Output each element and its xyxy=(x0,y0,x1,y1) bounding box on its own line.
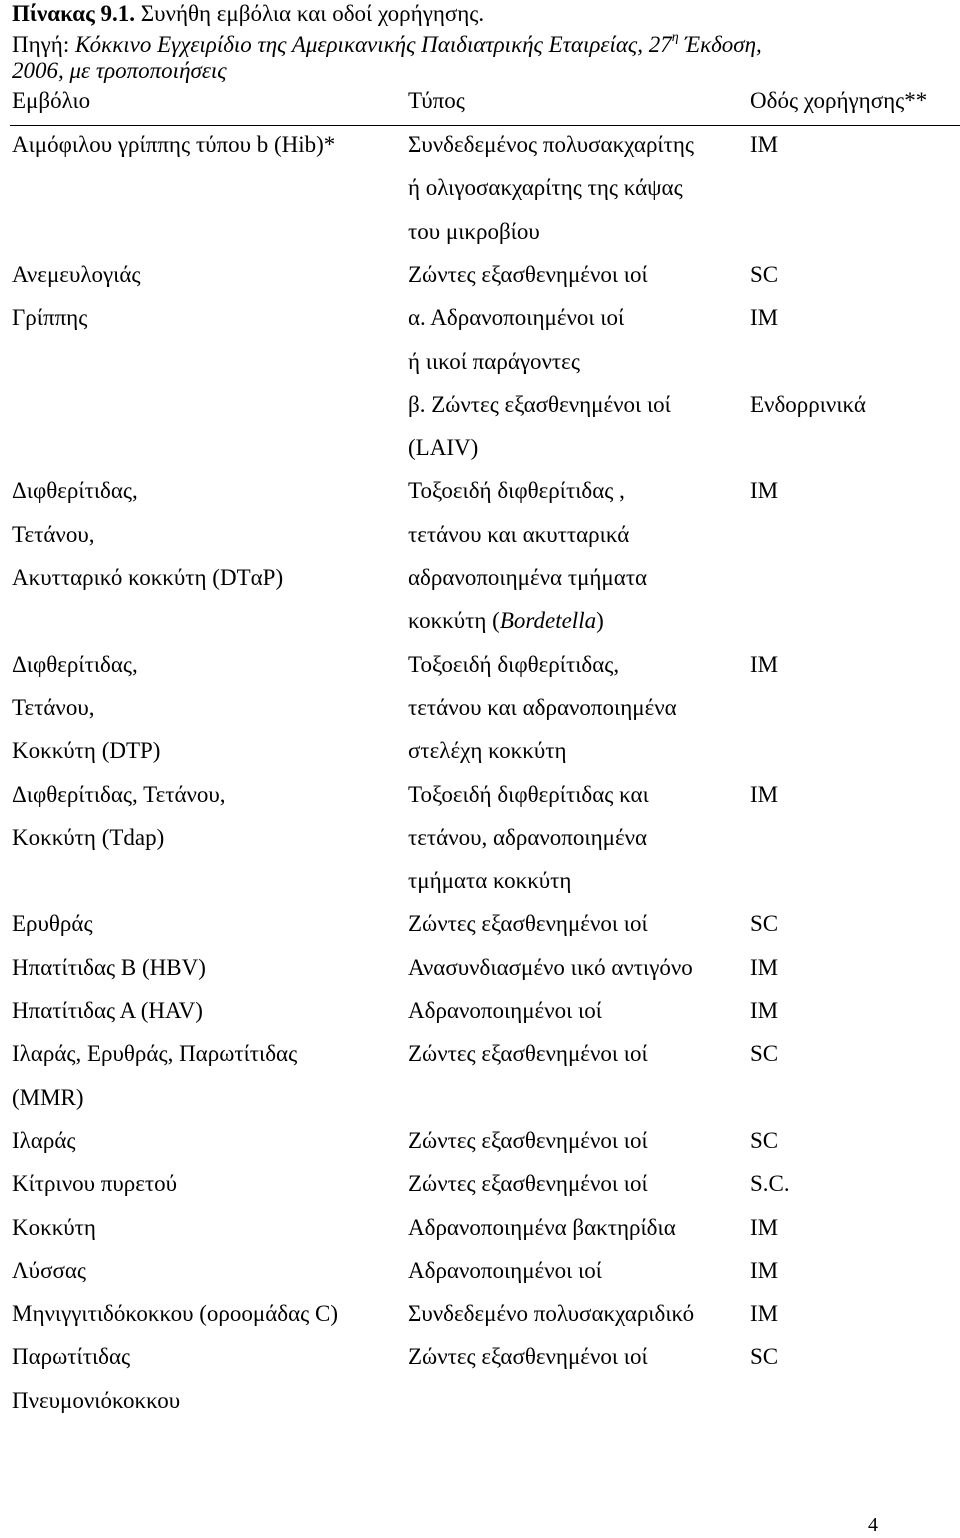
vaccine-cell: Ηπατίτιδας Β (HBV) xyxy=(12,955,206,980)
type-cell: ή ιικοί παράγοντες xyxy=(408,349,580,374)
type-cell: Αδρανοποιημένοι ιοί xyxy=(408,1258,602,1283)
route-cell: SC xyxy=(750,1041,779,1066)
source-edition: Έκδοση, xyxy=(678,32,762,57)
vaccine-cell: Αιμόφιλου γρίππης τύπου b (Hib)* xyxy=(12,132,336,157)
source-superscript: η xyxy=(671,30,679,46)
vaccine-cell: Διφθερίτιδας, xyxy=(12,478,138,503)
vaccine-cell: Κοκκύτη xyxy=(12,1215,96,1240)
route-cell: SC xyxy=(750,911,779,936)
vaccine-cell: Διφθερίτιδας, xyxy=(12,652,138,677)
vaccine-cell: Μηνιγγιτιδόκοκκου (οροομάδας C) xyxy=(12,1301,339,1326)
type-cell: αδρανοποιημένα τμήματα xyxy=(408,565,648,590)
type-text-suffix: ) xyxy=(596,608,604,633)
source-line-2: 2006, με τροποποιήσεις xyxy=(12,58,227,83)
route-cell: IM xyxy=(750,998,779,1023)
type-text: κοκκύτη ( xyxy=(408,608,500,633)
type-cell: Ανασυνδιασμένο ιικό αντιγόνο xyxy=(408,955,693,980)
type-cell: α. Αδρανοποιημένοι ιοί xyxy=(408,305,625,330)
vaccine-cell: Ανεμευλογιάς xyxy=(12,262,141,287)
type-cell: Ζώντες εξασθενημένοι ιοί xyxy=(408,262,648,287)
type-cell: Αδρανοποιημένα βακτηρίδια xyxy=(408,1215,676,1240)
vaccine-cell: Τετάνου, xyxy=(12,522,95,547)
table-caption: Συνήθη εμβόλια και οδοί χορήγησης. xyxy=(135,1,485,26)
type-cell: στελέχη κοκκύτη xyxy=(408,738,567,763)
type-cell xyxy=(408,608,604,634)
type-cell: Ζώντες εξασθενημένοι ιοί xyxy=(408,1344,648,1369)
route-cell: Ενδορρινικά xyxy=(750,392,866,417)
type-cell: Ζώντες εξασθενημένοι ιοί xyxy=(408,1041,648,1066)
type-italic-text: Bordetella xyxy=(499,608,597,633)
route-cell: ΙΜ xyxy=(750,478,779,503)
route-cell: ΙΜ xyxy=(750,132,779,157)
route-cell: ΙΜ xyxy=(750,305,779,330)
vaccine-cell: Ακυτταρικό κοκκύτη (DTαP) xyxy=(12,565,284,590)
vaccine-cell: Γρίππης xyxy=(12,305,88,330)
type-cell: Ζώντες εξασθενημένοι ιοί xyxy=(408,911,648,936)
route-cell: ΙΜ xyxy=(750,652,779,677)
type-cell: Συνδεδεμένος πολυσακχαρίτης xyxy=(408,132,694,157)
vaccine-cell: Ερυθράς xyxy=(12,911,93,936)
vaccine-cell: Ιλαράς, Ερυθράς, Παρωτίτιδας xyxy=(12,1041,298,1066)
type-cell: Αδρανοποιημένοι ιοί xyxy=(408,998,602,1023)
type-cell: Τοξοειδή διφθερίτιδας , xyxy=(408,478,625,503)
route-cell: ΙΜ xyxy=(750,782,779,807)
route-cell: S.C. xyxy=(750,1171,790,1196)
vaccine-cell: Διφθερίτιδας, Τετάνου, xyxy=(12,782,226,807)
vaccine-cell: Κίτρινου πυρετού xyxy=(12,1171,178,1196)
vaccine-cell: Τετάνου, xyxy=(12,695,95,720)
type-cell: Ζώντες εξασθενημένοι ιοί xyxy=(408,1128,648,1153)
source-line xyxy=(12,32,762,58)
type-cell: Τοξοειδή διφθερίτιδας, xyxy=(408,652,620,677)
vaccine-cell: Ηπατίτιδας Α (HAV) xyxy=(12,998,203,1023)
route-cell: IM xyxy=(750,1215,779,1240)
type-cell: Τοξοειδή διφθερίτιδας και xyxy=(408,782,649,807)
page-number: 4 xyxy=(868,1514,878,1536)
type-cell: ή ολιγοσακχαρίτης της κάψας xyxy=(408,175,683,200)
vaccine-cell: Πνευμονιόκοκκου xyxy=(12,1388,181,1413)
type-cell: τετάνου, αδρανοποιημένα xyxy=(408,825,648,850)
type-cell: τετάνου και ακυτταρικά xyxy=(408,522,630,547)
vaccine-cell: Λύσσας xyxy=(12,1258,87,1283)
vaccine-cell: Ιλαράς xyxy=(12,1128,76,1153)
vaccine-cell: Κοκκύτη (DTP) xyxy=(12,738,161,763)
type-cell: του μικροβίου xyxy=(408,219,540,244)
table-number: Πίνακας 9.1. xyxy=(12,1,136,26)
header-divider xyxy=(10,125,960,126)
header-type: Τύπος xyxy=(408,88,465,113)
header-route: Οδός χορήγησης** xyxy=(750,88,928,113)
route-cell: IM xyxy=(750,1301,779,1326)
route-cell: SC xyxy=(750,1128,779,1153)
route-cell: SC xyxy=(750,262,779,287)
type-cell: Συνδεδεμένο πολυσακχαριδικό xyxy=(408,1301,695,1326)
source-title: Κόκκινο Εγχειρίδιο της Αμερικανικής Παιδιατρικής Εταιρείας, 27 xyxy=(74,32,672,57)
type-cell: (LAIV) xyxy=(408,435,479,460)
vaccine-cell: Κοκκύτη (Tdap) xyxy=(12,825,165,850)
type-cell: τμήματα κοκκύτη xyxy=(408,868,572,893)
route-cell: SC xyxy=(750,1344,779,1369)
vaccine-cell: (MMR) xyxy=(12,1085,84,1110)
type-cell: Ζώντες εξασθενημένοι ιοί xyxy=(408,1171,648,1196)
header-vaccine: Εμβόλιο xyxy=(12,88,91,113)
source-prefix: Πηγή: xyxy=(12,32,75,57)
type-cell: τετάνου και αδρανοποιημένα xyxy=(408,695,677,720)
route-cell: IM xyxy=(750,1258,779,1283)
table-title xyxy=(12,1,484,27)
vaccine-cell: Παρωτίτιδας xyxy=(12,1344,131,1369)
type-cell: β. Ζώντες εξασθενημένοι ιοί xyxy=(408,392,671,417)
route-cell: IM xyxy=(750,955,779,980)
